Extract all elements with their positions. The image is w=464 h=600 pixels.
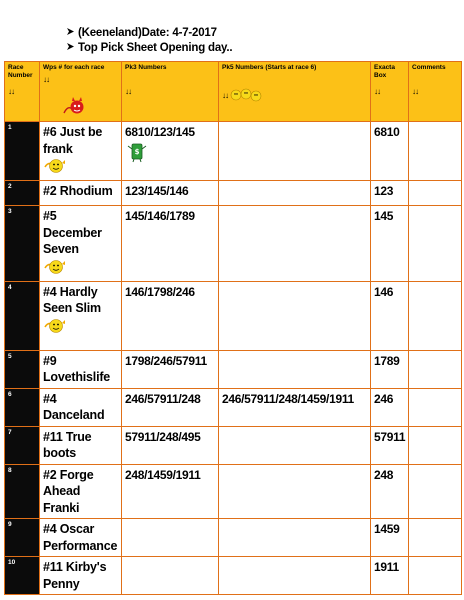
pk3-cell: 1798/246/57911: [122, 350, 219, 388]
pk3-cell: 246/57911/248: [122, 388, 219, 426]
exacta-cell: 6810: [371, 122, 409, 181]
svg-text:$: $: [134, 148, 140, 156]
exacta-cell: 1911: [371, 557, 409, 595]
race-number: 3: [5, 206, 40, 282]
pk5-cell: [219, 181, 371, 206]
title-line-date: (Keeneland)Date: 4-7-2017: [66, 26, 232, 41]
wps-cell: #9 Lovethislife: [40, 350, 122, 388]
dancing-dollar-sticker-icon: [127, 141, 215, 167]
comments-cell: [409, 122, 462, 181]
arrowhead-bullet-icon: [66, 41, 78, 56]
table-row: [5, 281, 462, 350]
pk3-cell: 145/146/1789: [122, 206, 219, 282]
table-row: [5, 206, 462, 282]
down-arrows-icon: ↓↓: [222, 91, 228, 101]
thumbs-up-smiley-icon: [43, 158, 118, 178]
header-wps: Wps # for each race ↓↓: [40, 62, 122, 122]
down-arrows-icon: ↓↓: [374, 87, 380, 96]
exacta-cell: 1789: [371, 350, 409, 388]
table-row: [5, 388, 462, 426]
wps-cell: #11 Kirby's Penny: [40, 557, 122, 595]
table-header-row: [5, 62, 462, 122]
header-comments: Comments ↓↓: [409, 62, 462, 122]
thumbs-up-smiley-icon: [43, 318, 118, 338]
header-pk5: Pk5 Numbers (Starts at race 6) ↓↓: [219, 62, 371, 122]
wps-cell: #4 Oscar Performance: [40, 519, 122, 557]
table-row: [5, 557, 462, 595]
pk5-cell: [219, 464, 371, 519]
table-row: [5, 350, 462, 388]
pk3-cell: [122, 519, 219, 557]
top-pick-table: [4, 61, 462, 595]
down-arrows-icon: ↓↓: [8, 87, 14, 96]
pk5-cell: [219, 350, 371, 388]
header-pk3: Pk3 Numbers ↓↓: [122, 62, 219, 122]
pk5-cell: [219, 281, 371, 350]
wps-cell: #4 Danceland: [40, 388, 122, 426]
exacta-cell: 146: [371, 281, 409, 350]
comments-cell: [409, 350, 462, 388]
race-number: 8: [5, 464, 40, 519]
down-arrows-icon: ↓↓: [125, 87, 131, 96]
thumbs-up-smiley-icon: [43, 259, 118, 279]
wps-cell: #5 December Seven: [40, 206, 122, 282]
race-number: 7: [5, 426, 40, 464]
pk5-cell: [219, 426, 371, 464]
header-race-number: Race Number ↓↓: [5, 62, 40, 122]
pk5-cell: [219, 122, 371, 181]
exacta-cell: 57911: [371, 426, 409, 464]
exacta-cell: 145: [371, 206, 409, 282]
comments-cell: [409, 519, 462, 557]
comments-cell: [409, 426, 462, 464]
comments-cell: [409, 464, 462, 519]
header-exacta-box: Exacta Box ↓↓: [371, 62, 409, 122]
table-row: [5, 122, 462, 181]
comments-cell: [409, 281, 462, 350]
down-arrows-icon: ↓↓: [43, 75, 49, 84]
arrowhead-bullet-icon: [66, 26, 78, 41]
race-number: 10: [5, 557, 40, 595]
comments-cell: [409, 206, 462, 282]
wps-cell: #2 Forge Ahead Franki: [40, 464, 122, 519]
race-number: 2: [5, 181, 40, 206]
comments-cell: [409, 388, 462, 426]
exacta-cell: 248: [371, 464, 409, 519]
wps-cell: #6 Just be frank: [40, 122, 122, 181]
race-number: 1: [5, 122, 40, 181]
comments-cell: [409, 557, 462, 595]
down-arrows-icon: ↓↓: [412, 87, 418, 96]
wps-cell: #4 Hardly Seen Slim: [40, 281, 122, 350]
pk3-cell: 248/1459/1911: [122, 464, 219, 519]
pk5-cell: [219, 519, 371, 557]
sheet-title: [66, 26, 232, 56]
pk5-cell: [219, 557, 371, 595]
race-number: 6: [5, 388, 40, 426]
exacta-cell: 246: [371, 388, 409, 426]
table-row: [5, 426, 462, 464]
title-line-sheet: Top Pick Sheet Opening day..: [66, 41, 232, 56]
exacta-cell: 123: [371, 181, 409, 206]
pk3-cell: 146/1798/246: [122, 281, 219, 350]
table-row: [5, 181, 462, 206]
pk3-cell: 6810/123/145 $: [122, 122, 219, 181]
wps-cell: #11 True boots: [40, 426, 122, 464]
red-devil-sticker-icon: [62, 95, 88, 120]
pk3-cell: 123/145/146: [122, 181, 219, 206]
pk5-cell: 246/57911/248/1459/1911: [219, 388, 371, 426]
exacta-cell: 1459: [371, 519, 409, 557]
race-number: 4: [5, 281, 40, 350]
table-row: [5, 519, 462, 557]
pk3-cell: [122, 557, 219, 595]
comments-cell: [409, 181, 462, 206]
race-number: 9: [5, 519, 40, 557]
smiley-group-icon: [230, 88, 262, 105]
wps-cell: #2 Rhodium: [40, 181, 122, 206]
pk3-cell: 57911/248/495: [122, 426, 219, 464]
pk5-cell: [219, 206, 371, 282]
table-row: [5, 464, 462, 519]
race-number: 5: [5, 350, 40, 388]
